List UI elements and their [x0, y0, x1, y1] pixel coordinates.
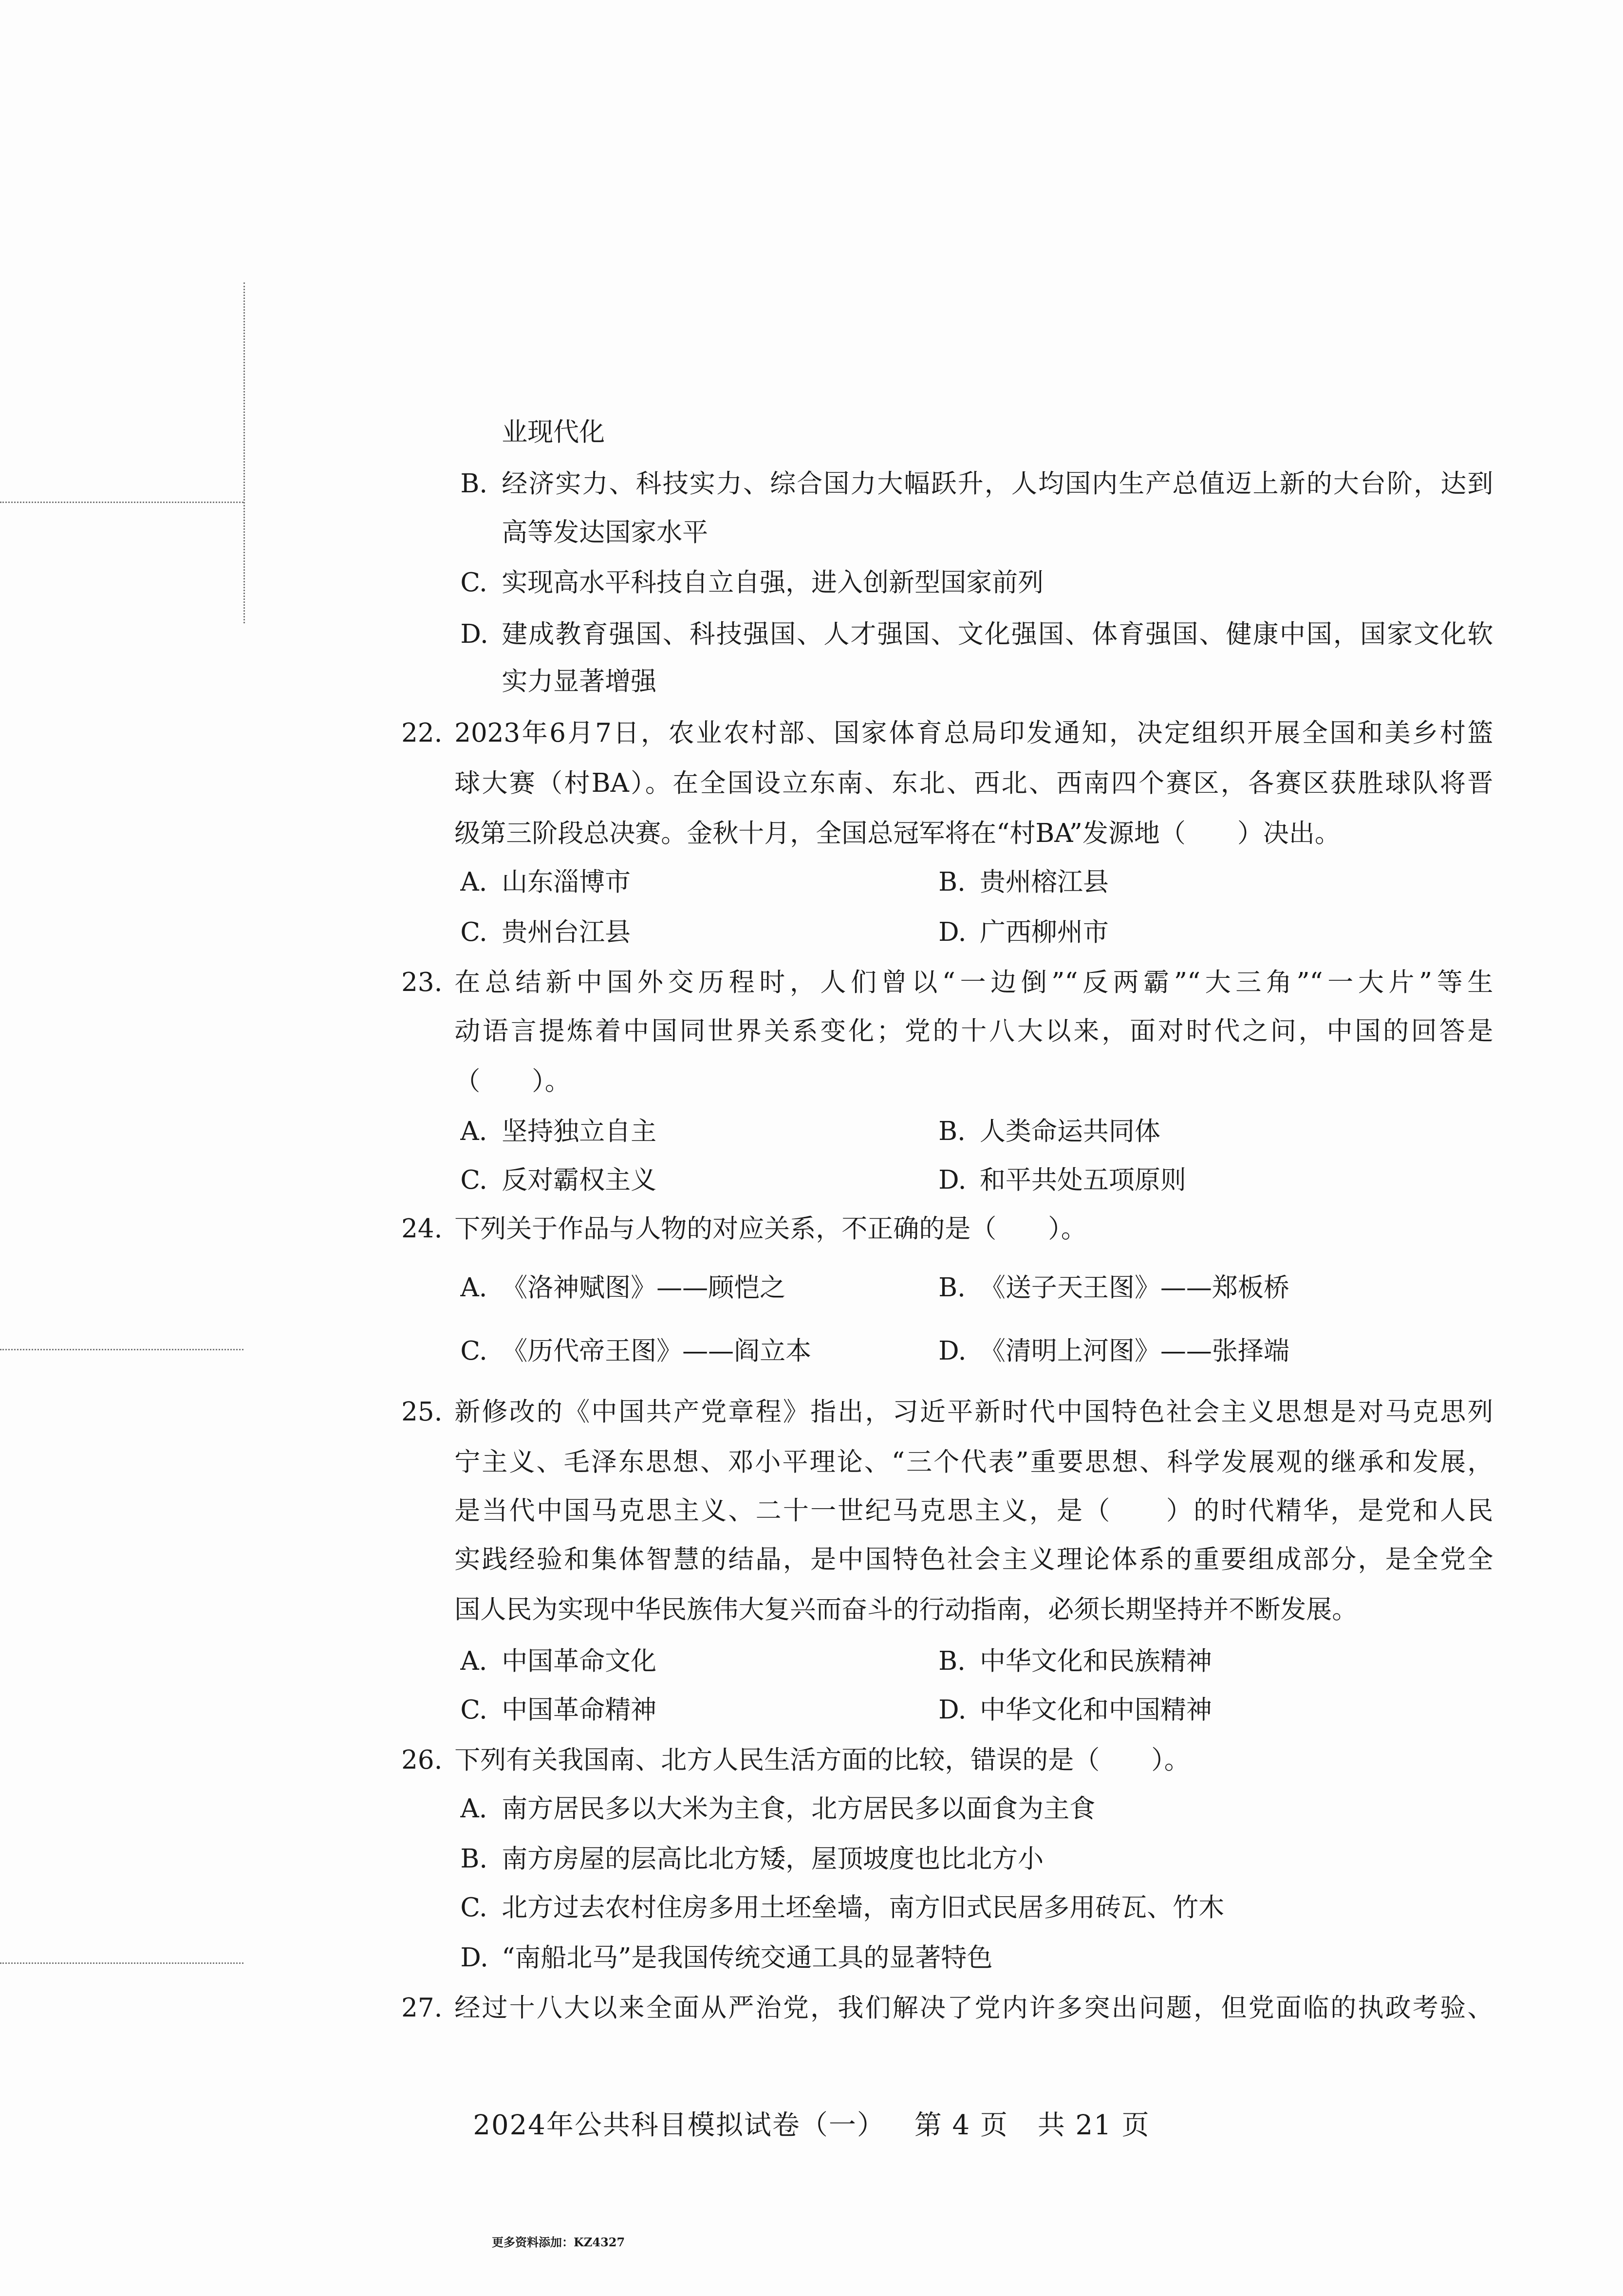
- question-stem: 下列关于作品与人物的对应关系，不正确的是（ ）。: [454, 1213, 1087, 1244]
- option-label: D.: [938, 1336, 967, 1366]
- page-total: 共 21 页: [1037, 2109, 1150, 2141]
- option-label: B.: [938, 1117, 966, 1146]
- question-stem: 动语言提炼着中国同世界关系变化；党的十八大以来，面对时代之问，中国的回答是: [454, 1016, 1493, 1046]
- option-text: 和平共处五项原则: [979, 1165, 1186, 1195]
- question-number: 22.: [401, 718, 443, 748]
- question-stem: 实践经验和集体智慧的结晶，是中国特色社会主义理论体系的重要组成部分，是全党全: [454, 1544, 1493, 1574]
- question-number: 26.: [401, 1745, 443, 1775]
- option-text: 《送子天王图》——郑板桥: [979, 1273, 1289, 1303]
- question-stem: 在总结新中国外交历程时，人们曾以“一边倒”“反两霸”“大三角”“一大片”等生: [454, 967, 1493, 997]
- option-label: A.: [460, 1646, 487, 1676]
- option-text: 贵州台江县: [502, 917, 631, 947]
- option-label: A.: [460, 1117, 487, 1146]
- option-text: 高等发达国家水平: [502, 517, 709, 547]
- option-label: C.: [460, 1336, 487, 1366]
- page-number: 第 4 页: [914, 2109, 1008, 2141]
- option-text: 《清明上河图》——张择端: [979, 1336, 1289, 1366]
- option-continuation: 业现代化: [502, 417, 605, 447]
- option-text: 中国革命精神: [502, 1695, 657, 1725]
- option-text: 实现高水平科技自立自强，进入创新型国家前列: [502, 567, 1044, 597]
- option-text: 实力显著增强: [502, 666, 657, 696]
- option-text: 贵州榕江县: [979, 867, 1109, 897]
- option-text: 中华文化和中国精神: [979, 1695, 1212, 1725]
- option-label: D.: [938, 1695, 967, 1725]
- option-label: D.: [460, 619, 488, 649]
- option-label: D.: [938, 917, 967, 947]
- contact-note: 更多资料添加：KZ4327: [492, 2235, 625, 2249]
- option-text: 人类命运共同体: [979, 1117, 1160, 1146]
- option-text: 广西柳州市: [979, 917, 1109, 947]
- binding-margin-line: [0, 1349, 243, 1350]
- option-text: “南船北马”是我国传统交通工具的显著特色: [502, 1942, 993, 1973]
- option-text: 《历代帝王图》——阎立本: [502, 1336, 812, 1366]
- option-label: B.: [938, 1646, 966, 1676]
- binding-margin-line: [0, 1962, 243, 1964]
- option-label: C.: [460, 567, 487, 597]
- option-text: 南方房屋的层高比北方矮，屋顶坡度也比北方小: [502, 1844, 1044, 1874]
- question-stem: 宁主义、毛泽东思想、邓小平理论、“三个代表”重要思想、科学发展观的继承和发展，: [454, 1447, 1493, 1477]
- question-number: 23.: [401, 967, 443, 997]
- question-stem: 下列有关我国南、北方人民生活方面的比较，错误的是（ ）。: [454, 1745, 1190, 1775]
- option-label: D.: [938, 1165, 967, 1195]
- option-label: C.: [460, 1695, 487, 1725]
- option-label: C.: [460, 1892, 487, 1923]
- option-label: C.: [460, 1165, 487, 1195]
- question-stem: （ ）。: [454, 1066, 571, 1096]
- option-text: 山东淄博市: [502, 867, 631, 897]
- question-stem: 是当代中国马克思主义、二十一世纪马克思主义，是（ ）的时代精华，是党和人民: [454, 1495, 1493, 1526]
- option-label: C.: [460, 917, 487, 947]
- question-stem: 级第三阶段总决赛。金秋十月，全国总冠军将在“村BA”发源地（ ）决出。: [454, 818, 1341, 848]
- exam-title: 2024年公共科目模拟试卷（一）: [473, 2109, 885, 2141]
- option-text: 南方居民多以大米为主食，北方居民多以面食为主食: [502, 1793, 1096, 1824]
- option-text: 中华文化和民族精神: [979, 1646, 1212, 1676]
- question-number: 25.: [401, 1397, 443, 1427]
- option-label: A.: [460, 1273, 487, 1303]
- option-label: B.: [460, 468, 488, 499]
- option-text: 北方过去农村住房多用土坯垒墙，南方旧式民居多用砖瓦、竹木: [502, 1892, 1225, 1923]
- question-stem: 新修改的《中国共产党章程》指出，习近平新时代中国特色社会主义思想是对马克思列: [454, 1397, 1493, 1427]
- option-label: A.: [460, 1793, 487, 1824]
- page-footer: [0, 2109, 1623, 2143]
- option-label: B.: [460, 1844, 488, 1874]
- option-text: 中国革命文化: [502, 1646, 657, 1676]
- question-stem: 2023年6月7日，农业农村部、国家体育总局印发通知，决定组织开展全国和美乡村篮: [454, 718, 1493, 748]
- question-stem: 国人民为实现中华民族伟大复兴而奋斗的行动指南，必须长期坚持并不断发展。: [454, 1594, 1358, 1624]
- question-number: 27.: [401, 1993, 443, 2023]
- option-label: D.: [460, 1942, 488, 1973]
- binding-margin-line: [243, 282, 245, 623]
- question-stem: 球大赛（村BA）。在全国设立东南、东北、西北、西南四个赛区，各赛区获胜球队将晋: [454, 768, 1493, 798]
- question-number: 24.: [401, 1213, 443, 1244]
- question-stem: 经过十八大以来全面从严治党，我们解决了党内许多突出问题，但党面临的执政考验、: [454, 1993, 1493, 2023]
- option-text: 《洛神赋图》——顾恺之: [502, 1273, 786, 1303]
- option-text: 反对霸权主义: [502, 1165, 657, 1195]
- option-text: 经济实力、科技实力、综合国力大幅跃升，人均国内生产总值迈上新的大台阶，达到: [502, 468, 1493, 499]
- option-text: 坚持独立自主: [502, 1117, 657, 1146]
- option-text: 建成教育强国、科技强国、人才强国、文化强国、体育强国、健康中国，国家文化软: [502, 619, 1493, 649]
- option-label: A.: [460, 867, 487, 897]
- binding-margin-line: [0, 502, 243, 503]
- option-label: B.: [938, 1273, 966, 1303]
- option-label: B.: [938, 867, 966, 897]
